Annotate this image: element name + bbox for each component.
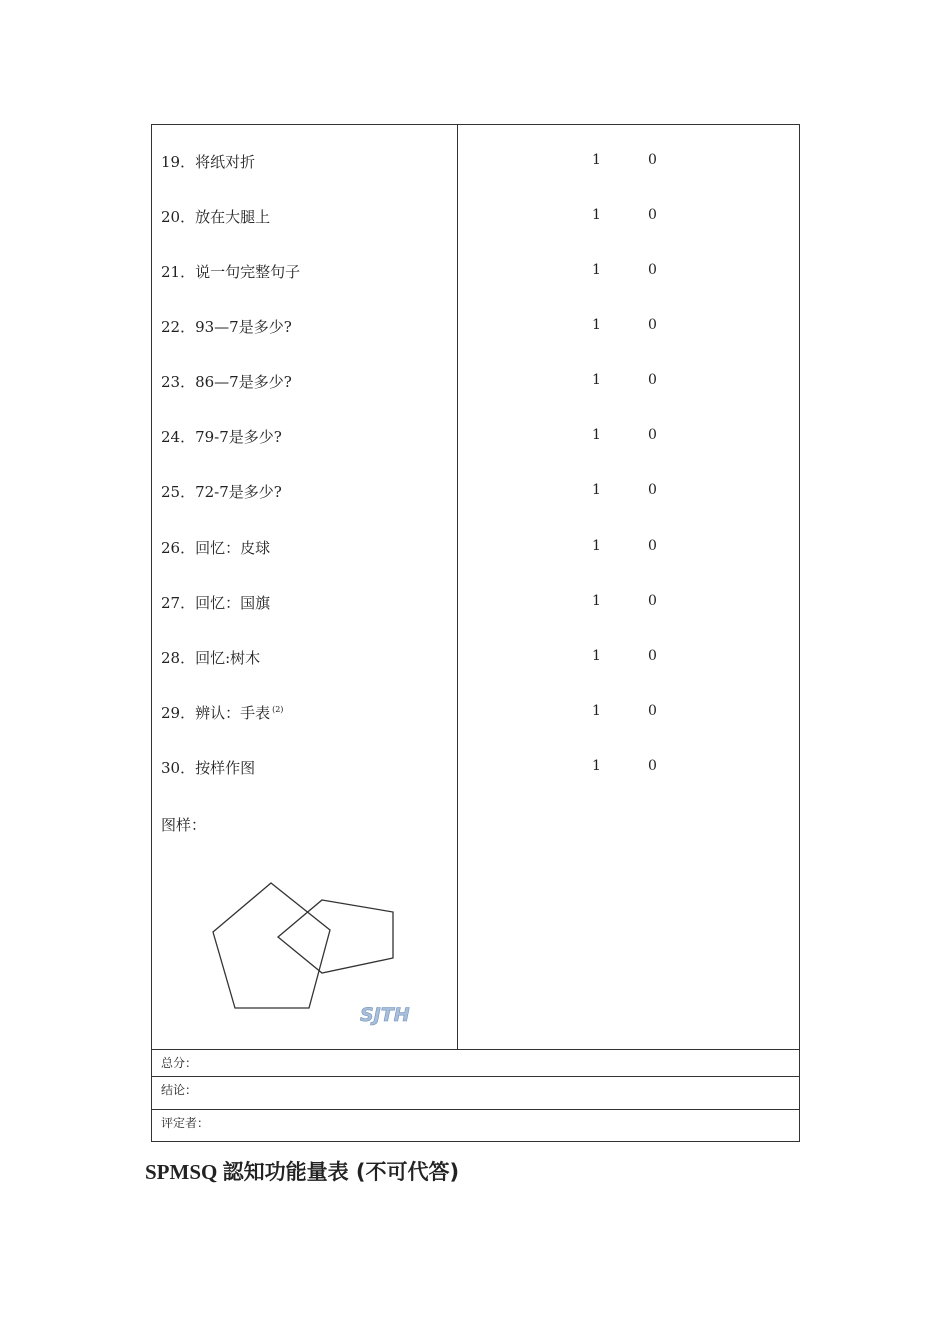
item-25-score-no: 0 — [648, 482, 657, 498]
item-28-score-no: 0 — [648, 648, 657, 664]
item-25 — [161, 481, 282, 502]
conclusion-row — [152, 1076, 799, 1109]
item-21-text: 21．说一句完整句子 — [161, 263, 301, 281]
item-20 — [161, 206, 270, 227]
item-19 — [161, 151, 255, 172]
item-27 — [161, 592, 270, 613]
item-29-score-yes: 1 — [592, 703, 601, 719]
item-19-score-yes: 1 — [592, 152, 601, 168]
item-24-score-no: 0 — [648, 427, 657, 443]
item-23-score-no: 0 — [648, 372, 657, 388]
overlapping-pentagons-figure — [202, 870, 432, 1040]
item-30-score-yes: 1 — [592, 758, 601, 774]
item-20-score-no: 0 — [648, 207, 657, 223]
item-19-text: 19．将纸对折 — [161, 153, 256, 171]
item-22-score-yes: 1 — [592, 317, 601, 333]
pentagon-left — [213, 883, 330, 1008]
item-27-text: 27．回忆：国旗 — [161, 594, 271, 612]
item-24 — [161, 426, 282, 447]
item-29-footnote: (2) — [272, 705, 284, 714]
rater-row — [152, 1109, 799, 1141]
conclusion-label: 结论： — [161, 1083, 198, 1097]
item-28-text: 28．回忆:树木 — [161, 649, 261, 667]
item-28 — [161, 647, 260, 668]
item-23-score-yes: 1 — [592, 372, 601, 388]
item-24-text: 24．79-7是多少? — [161, 428, 282, 446]
item-26-score-yes: 1 — [592, 538, 601, 554]
item-28-score-yes: 1 — [592, 648, 601, 664]
column-divider — [457, 125, 458, 1049]
item-29-score-no: 0 — [648, 703, 657, 719]
section-title-cjk: 認知功能量表 (不可代答) — [222, 1160, 460, 1184]
item-23 — [161, 371, 292, 392]
item-30 — [161, 757, 255, 778]
item-23-text: 23．86—7是多少? — [161, 373, 292, 391]
watermark-text: SJTH — [360, 1004, 410, 1026]
item-30-score-no: 0 — [648, 758, 657, 774]
item-20-text: 20．放在大腿上 — [161, 208, 271, 226]
item-24-score-yes: 1 — [592, 427, 601, 443]
item-26-score-no: 0 — [648, 538, 657, 554]
total-score-label: 总分： — [161, 1056, 198, 1070]
item-27-score-no: 0 — [648, 593, 657, 609]
item-22-text: 22．93—7是多少? — [161, 318, 292, 336]
pentagon-right — [278, 900, 393, 973]
item-25-text: 25．72-7是多少? — [161, 483, 282, 501]
item-29 — [161, 702, 283, 723]
item-22 — [161, 316, 292, 337]
section-title-latin: SPMSQ — [145, 1160, 223, 1184]
item-21-score-no: 0 — [648, 262, 657, 278]
item-25-score-yes: 1 — [592, 482, 601, 498]
total-score-row — [152, 1049, 799, 1076]
item-27-score-yes: 1 — [592, 593, 601, 609]
item-26-text: 26．回忆：皮球 — [161, 539, 271, 557]
assessment-table — [151, 124, 800, 1142]
item-21-score-yes: 1 — [592, 262, 601, 278]
section-title — [145, 1156, 459, 1186]
item-19-score-no: 0 — [648, 152, 657, 168]
item-26 — [161, 537, 270, 558]
item-30-text: 30．按样作图 — [161, 759, 256, 777]
items-section — [152, 125, 799, 1049]
rater-label: 评定者： — [161, 1116, 210, 1130]
figure-label: 图样： — [161, 816, 207, 834]
item-29-text: 29．辨认：手表 — [161, 704, 271, 722]
item-21 — [161, 261, 300, 282]
item-20-score-yes: 1 — [592, 207, 601, 223]
item-22-score-no: 0 — [648, 317, 657, 333]
